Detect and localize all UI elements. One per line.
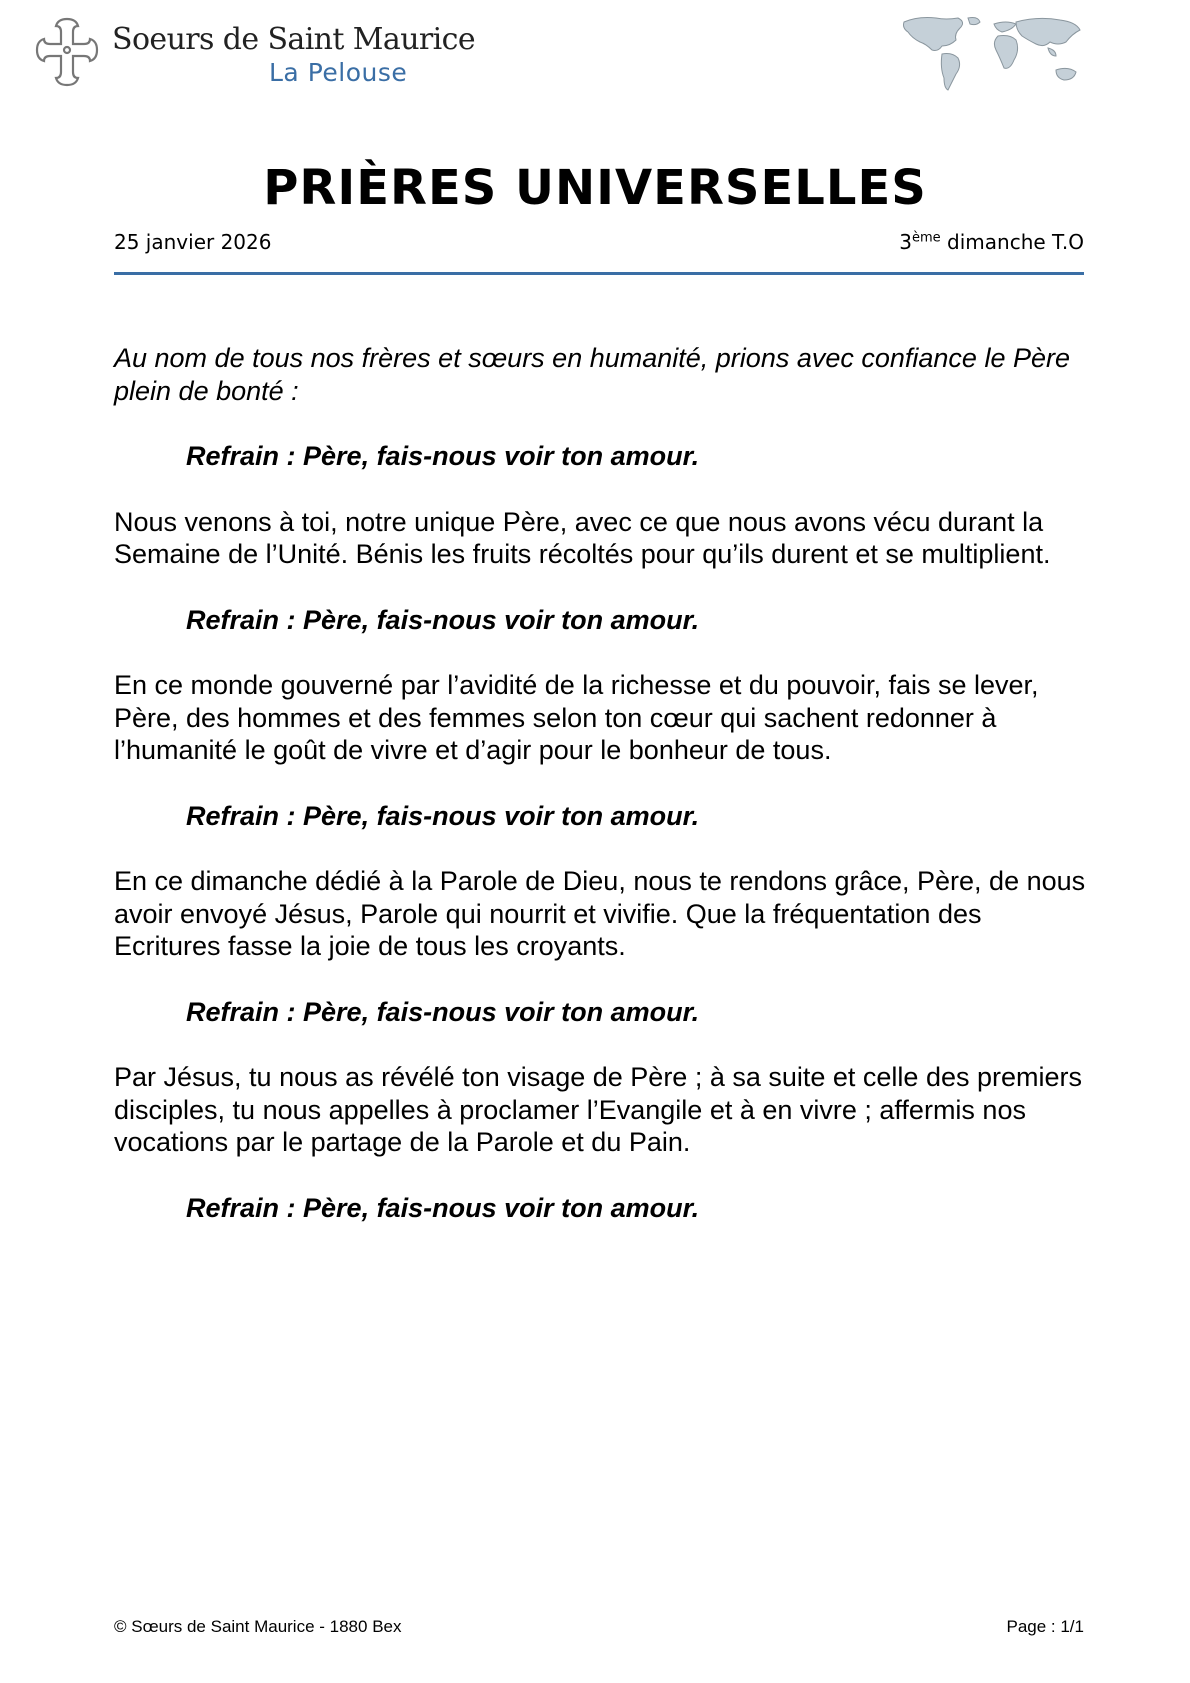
world-map-icon — [898, 12, 1084, 94]
page-title: PRIÈRES UNIVERSELLES — [263, 160, 927, 216]
petition: Par Jésus, tu nous as révélé ton visage de Père ; à sa suite et celle des premiers disciples, tu nous appelles à proclamer l’Evangile et à en vivre ; affermis nos vocations par le partage de la Parole et du Pain. — [114, 1062, 1083, 1157]
petition: En ce dimanche dédié à la Parole de Dieu, nous te rendons grâce, Père, de nous avoir envoyé Jésus, Parole qui nourrit et vivifie. Que la fréquentation des Ecritures fasse la joie de tous les croyants. — [114, 866, 1086, 961]
refrain: Refrain : Père, fais-nous voir ton amour. — [186, 441, 700, 471]
liturgical-sunday — [899, 230, 1084, 254]
petition: En ce monde gouverné par l’avidité de la richesse et du pouvoir, fais se lever, Père, des hommes et des femmes selon ton cœur qui sachent redonner à l’humanité le goût de vivre et d’agir pour le bonheur de tous. — [114, 670, 1039, 765]
sunday-number: 3 — [899, 230, 913, 254]
cross-icon — [28, 14, 106, 92]
brand-name: Soeurs de Saint Maurice — [112, 22, 476, 57]
refrain: Refrain : Père, fais-nous voir ton amour. — [186, 800, 700, 831]
refrain: Refrain : Père, fais-nous voir ton amour. — [186, 604, 700, 635]
header-divider — [114, 272, 1084, 275]
header-logo — [28, 14, 476, 94]
footer-page-number: Page : 1/1 — [1006, 1617, 1084, 1636]
refrain: Refrain : Père, fais-nous voir ton amour. — [186, 996, 700, 1027]
sunday-label: dimanche T.O — [940, 230, 1084, 254]
date: 25 janvier 2026 — [114, 230, 272, 254]
intro-text: Au nom de tous nos frères et sœurs en humanité, prions avec confiance le Père plein de bonté : — [114, 343, 1070, 406]
prayer-content — [114, 342, 1092, 1257]
brand-subtitle: La Pelouse — [269, 58, 408, 87]
refrain: Refrain : Père, fais-nous voir ton amour. — [186, 1192, 700, 1223]
sunday-superscript: ème — [912, 230, 941, 246]
petition: Nous venons à toi, notre unique Père, avec ce que nous avons vécu durant la Semaine de l’Unité. Bénis les fruits récoltés pour qu’ils durent et se multiplient. — [114, 506, 1051, 569]
footer-copyright: © Sœurs de Saint Maurice - 1880 Bex — [114, 1617, 402, 1636]
